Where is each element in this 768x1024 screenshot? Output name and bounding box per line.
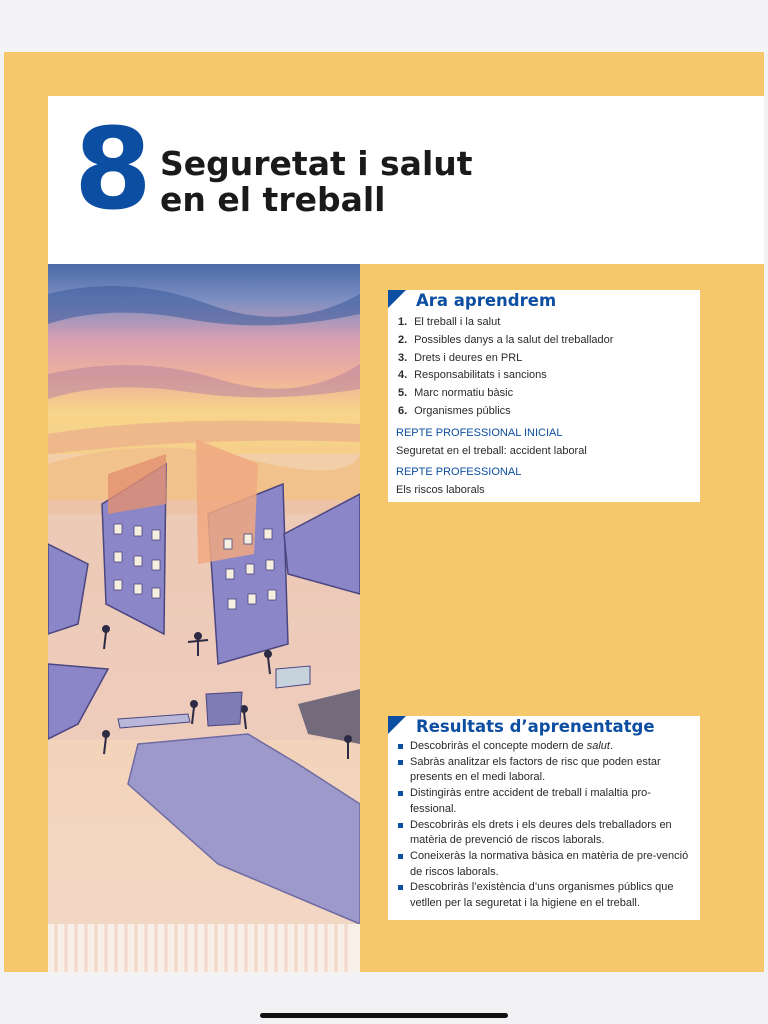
list-item [398,403,700,421]
item-text-end: . [609,740,614,752]
item-number: 2. [398,333,408,346]
topics-list [388,312,700,421]
list-item [398,755,694,786]
item-number: 1. [398,316,408,328]
corner-triangle-icon [388,716,406,734]
list-item [398,332,700,350]
list-item [398,739,694,755]
list-item [398,385,700,403]
item-text: Distingiràs entre accident de treball i malaltia pro-fessional. [410,787,651,815]
item-text: Sabràs analitzar els factors de risc que poden estar presents en el medi laboral. [410,755,661,784]
book-page [4,52,764,972]
list-item [398,314,700,332]
item-text: El treball i la salut [414,316,501,328]
item-text: Drets i deures en PRL [414,351,523,364]
square-bullet-icon [398,885,403,890]
repte-inicial-text: Seguretat en el treball: accident laboral [396,444,587,457]
list-item [398,786,694,817]
resultats-box [388,716,700,920]
list-item [398,367,700,385]
square-bullet-icon [398,744,403,749]
repte-text: Els riscos laborals [396,483,485,496]
list-item [398,849,694,880]
ara-aprendrem-heading-text: Ara aprendrem [416,291,557,310]
ara-aprendrem-heading [388,290,700,312]
list-item [398,880,694,911]
item-text: Descobriràs el concepte modern de [410,740,587,752]
square-bullet-icon [398,760,403,765]
item-text: Possibles danys a la salut del treballador [414,333,614,346]
square-bullet-icon [398,791,403,796]
item-text: Descobriràs els drets i els deures dels treballadors en matèria de prevenció de riscos laborals. [410,818,672,847]
construction-workers-illustration-icon [48,264,360,972]
repte-inicial-label: REPTE PROFESSIONAL INICIAL [396,426,563,439]
home-indicator[interactable] [260,1013,508,1018]
square-bullet-icon [398,854,403,859]
corner-triangle-icon [388,290,406,308]
item-emphasis: salut [586,740,610,752]
item-text: Marc normatiu bàsic [414,387,514,400]
item-text: Organismes públics [414,404,511,417]
item-text: Responsabilitats i sancions [414,369,547,382]
item-number: 6. [398,404,408,417]
resultats-heading-text: Resultats d’aprenentatge [416,717,655,736]
chapter-header [48,96,764,264]
chapter-number: 8 [74,105,148,235]
top-status-bar [0,0,768,52]
item-text: Coneixeràs la normativa bàsica en matèria de pre-venció de riscos laborals. [410,849,689,878]
resultats-heading [388,716,700,738]
chapter-title-line1: Seguretat i salut [160,144,473,183]
chapter-illustration [48,264,360,972]
item-number: 4. [398,369,408,382]
item-number: 5. [398,387,408,400]
square-bullet-icon [398,823,403,828]
item-number: 3. [398,351,408,364]
list-item [398,818,694,849]
outcomes-list [388,738,700,912]
item-text: Descobriràs l’existència d’uns organismes públics que vetllen per la seguretat i la higiene en el treball. [410,881,674,910]
repte-label: REPTE PROFESSIONAL [396,465,522,478]
ara-aprendrem-box [388,290,700,502]
chapter-title [160,146,473,218]
chapter-title-line2: en el treball [160,180,386,219]
list-item [398,350,700,368]
